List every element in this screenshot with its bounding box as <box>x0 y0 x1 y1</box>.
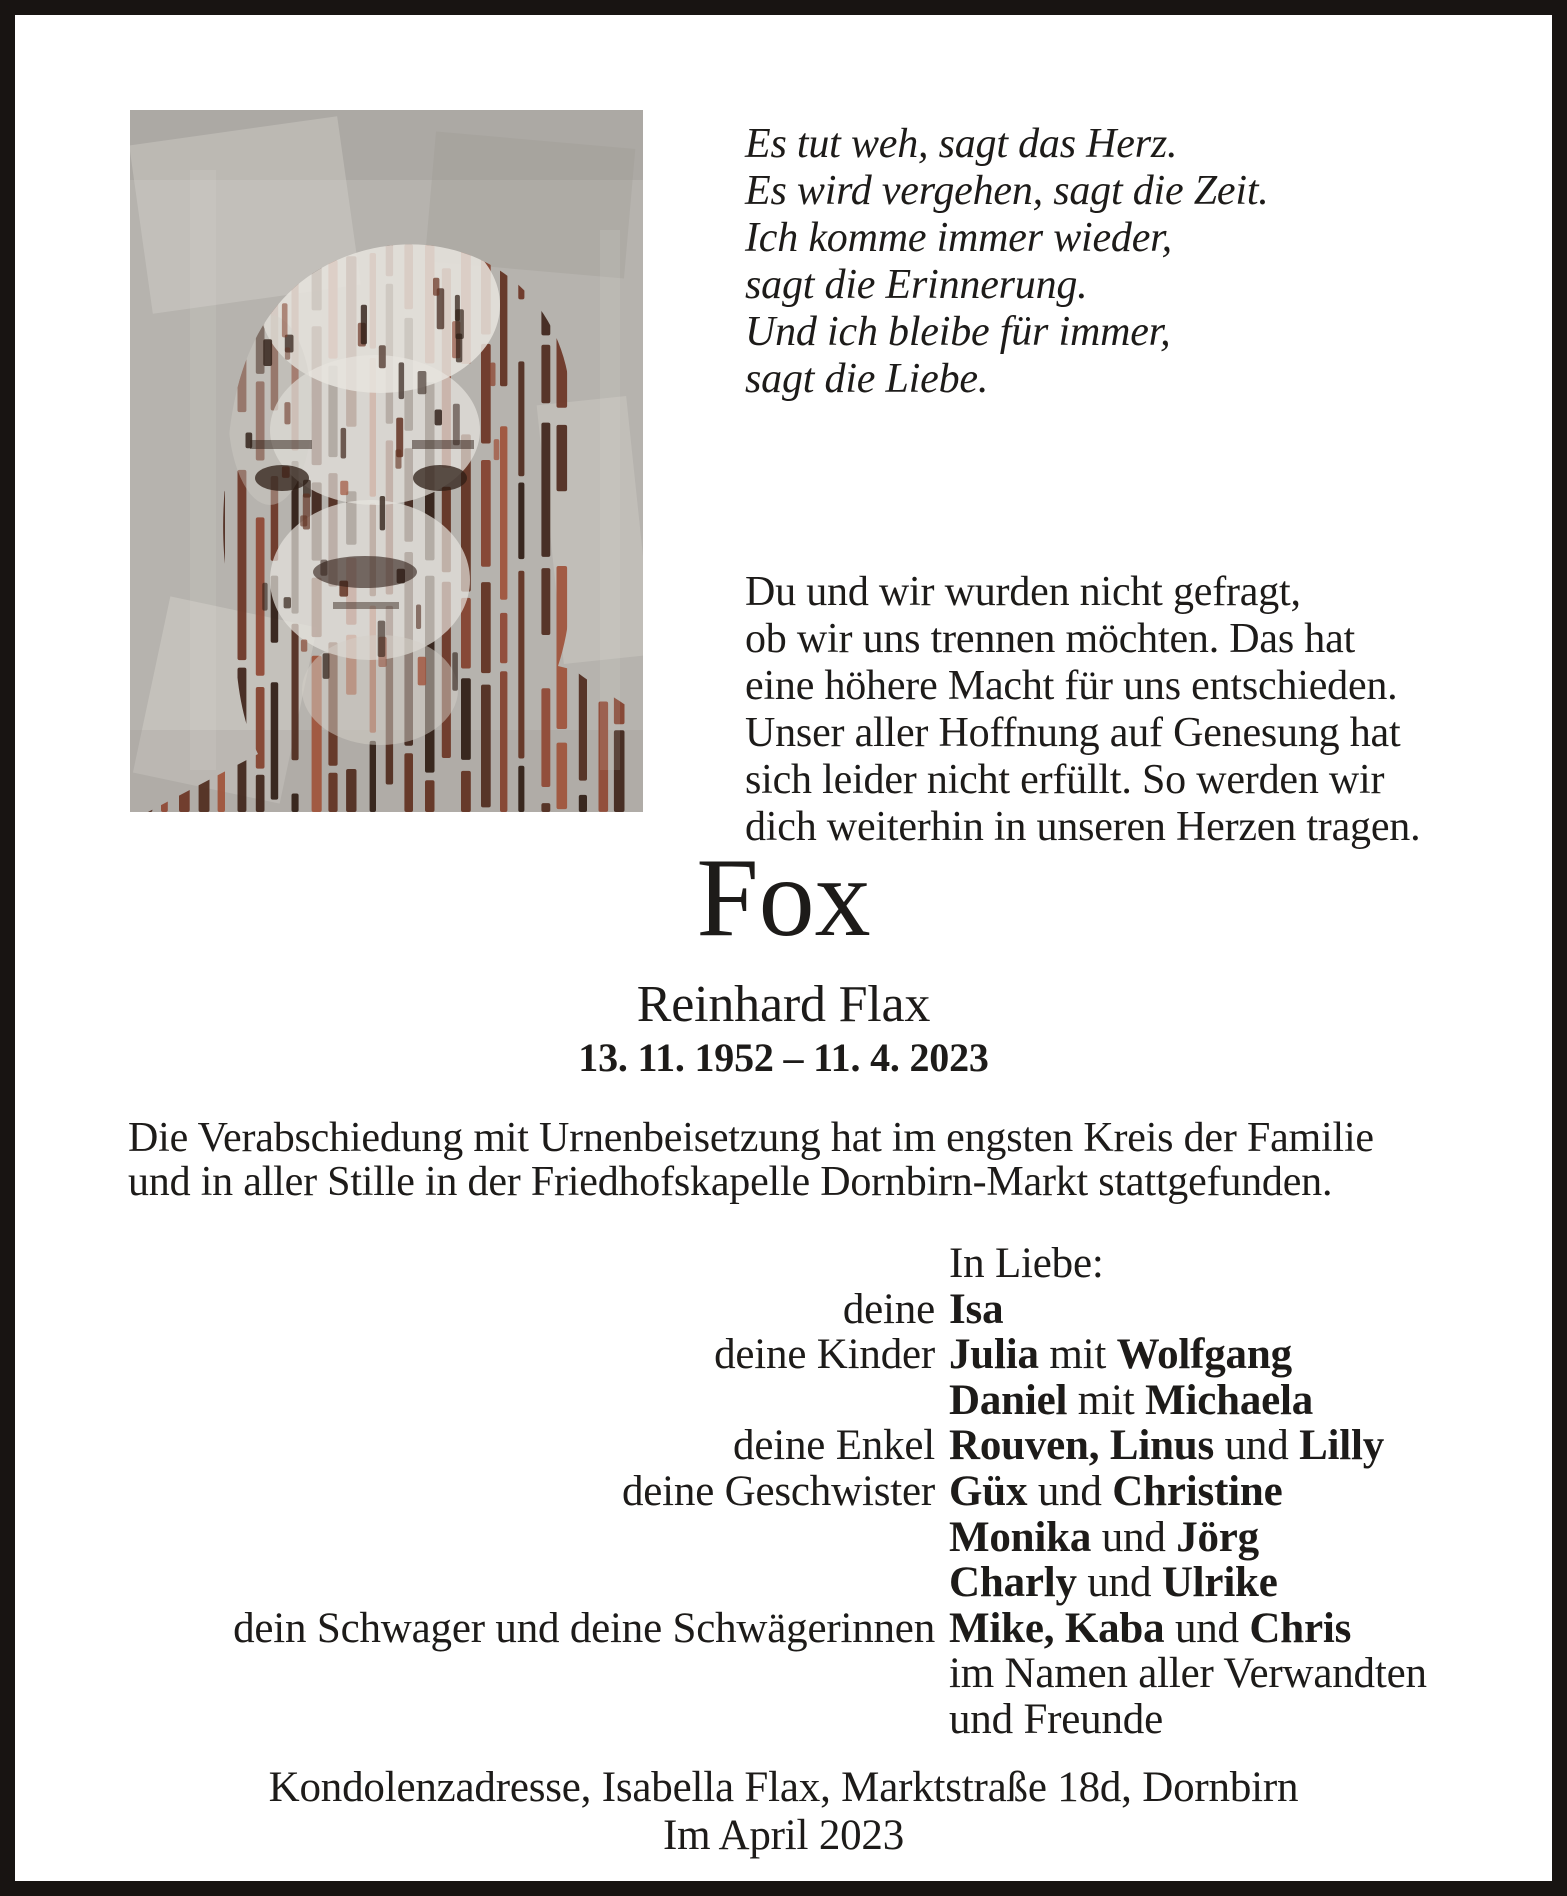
mourner-names <box>949 1606 1351 1652</box>
paint-stroke <box>341 428 347 459</box>
paint-stroke <box>416 605 421 630</box>
text-line: Es wird vergehen, sagt die Zeit. <box>745 168 1269 214</box>
mourner-name: Güx <box>949 1467 1028 1515</box>
paint-stroke <box>238 470 247 660</box>
paint-stroke <box>541 568 550 635</box>
paint-stroke <box>490 363 495 387</box>
text-line: ob wir uns trennen möchten. Das hat <box>745 616 1356 662</box>
paint-stroke <box>433 278 439 296</box>
paint-stroke <box>500 613 507 663</box>
mourner-text: und <box>1214 1422 1300 1470</box>
mourner-name: Christine <box>1112 1467 1283 1515</box>
paint-stroke <box>378 621 386 657</box>
text-line: Unser aller Hoffnung auf Genesung hat <box>745 710 1401 756</box>
mourner-text: mit <box>1038 1331 1117 1379</box>
paint-stroke <box>425 780 435 812</box>
mourner-row <box>15 1287 1552 1333</box>
paint-stroke <box>285 347 290 359</box>
mourner-name: Julia <box>949 1331 1039 1379</box>
paint-stroke <box>500 426 507 600</box>
mourner-name: Jörg <box>1176 1513 1259 1561</box>
paint-stroke <box>292 794 299 813</box>
mourner-label: deine Geschwister <box>621 1467 935 1515</box>
left-eye-mark <box>255 465 309 491</box>
text-line: sich leider nicht erfüllt. So werden wir <box>745 757 1385 803</box>
mourner-row <box>15 1469 1552 1515</box>
right-brow-mark <box>412 440 474 449</box>
mourner-row <box>15 1560 1552 1606</box>
paint-stroke <box>396 418 403 458</box>
mourner-names <box>949 1651 1427 1697</box>
full-name: Reinhard Flax <box>636 976 931 1033</box>
paint-stroke <box>399 362 405 399</box>
date-line: Im April 2023 <box>662 1812 905 1859</box>
paint-stroke <box>452 652 458 691</box>
mourner-name: Wolfgang <box>1116 1331 1292 1379</box>
paint-stroke <box>284 402 290 424</box>
paint-stroke <box>557 743 568 810</box>
nickname-heading: Fox <box>696 836 871 960</box>
mourner-text: und <box>1076 1559 1162 1607</box>
mourner-text: In Liebe: <box>949 1240 1104 1287</box>
mourner-row <box>15 1378 1552 1424</box>
paint-stroke <box>518 571 524 759</box>
paint-stroke <box>282 303 288 337</box>
text-line: dich weiterhin in unseren Herzen tragen. <box>745 804 1421 850</box>
mourner-names <box>949 1469 1282 1515</box>
paint-stroke <box>500 671 507 812</box>
mourner-text: und Freunde <box>949 1695 1163 1743</box>
paint-stroke <box>256 775 265 812</box>
mourner-name: Isa <box>949 1285 1004 1333</box>
mourner-names <box>949 1423 1384 1469</box>
paint-stroke <box>418 371 427 394</box>
mourner-label: dein Schwager und deine Schwägerinnen <box>233 1604 935 1652</box>
paint-stroke <box>541 423 550 557</box>
paint-stroke <box>418 657 426 686</box>
paint-stroke <box>453 404 460 445</box>
paint-stroke <box>481 460 491 567</box>
mourner-text: im Namen aller Verwandten <box>949 1650 1427 1698</box>
paint-stroke <box>340 481 348 495</box>
mourners-rows <box>15 1241 1552 1743</box>
mourner-label: deine <box>842 1285 935 1333</box>
text-line: und in aller Stille in der Friedhofskapelle Dornbirn-Markt stattgefunden. <box>128 1159 1333 1205</box>
mourner-names <box>949 1378 1313 1424</box>
mouth-mark <box>333 602 399 609</box>
mourner-row <box>15 1515 1552 1561</box>
mourner-row <box>15 1332 1552 1378</box>
mourner-label: deine Kinder <box>714 1331 935 1379</box>
paint-stroke <box>557 425 568 491</box>
paint-stroke <box>481 685 491 808</box>
paint-stroke <box>379 345 386 368</box>
mourner-row <box>15 1606 1552 1652</box>
mourner-name: Chris <box>1249 1604 1352 1652</box>
portrait-painting <box>130 110 643 812</box>
text-line: Ich komme immer wieder, <box>745 215 1172 261</box>
poem-text <box>745 121 1269 403</box>
canvas-streak <box>190 170 216 770</box>
mourner-names <box>949 1560 1278 1606</box>
paint-stroke <box>346 769 356 812</box>
paint-stroke <box>541 688 550 787</box>
mourner-name: Daniel <box>949 1376 1068 1424</box>
mourner-name: Michaela <box>1145 1376 1314 1424</box>
mourner-label <box>15 1560 935 1606</box>
mourner-row <box>15 1651 1552 1697</box>
text-line: Und ich bleibe für immer, <box>745 309 1171 355</box>
text-line: sagt die Erinnerung. <box>745 262 1088 308</box>
paint-stroke <box>461 678 471 760</box>
mourner-name: Rouven, Linus <box>949 1422 1215 1470</box>
paint-stroke <box>370 741 376 812</box>
mourner-text: und <box>1027 1467 1113 1515</box>
paint-stroke <box>284 597 291 608</box>
paint-stroke <box>263 339 272 366</box>
mourner-label <box>15 1241 935 1287</box>
paint-stroke <box>481 582 491 673</box>
mourner-name: Lilly <box>1299 1422 1385 1470</box>
paint-stroke <box>292 624 299 761</box>
mourner-names <box>949 1332 1292 1378</box>
mourner-text: und <box>1091 1513 1177 1561</box>
paint-stroke <box>328 773 337 812</box>
paint-stroke <box>579 795 587 812</box>
paint-stroke <box>323 653 330 679</box>
mourner-name: Mike, Kaba <box>949 1604 1165 1652</box>
paint-stroke <box>518 361 524 476</box>
paint-stroke <box>435 410 442 426</box>
text-line: Die Verabschiedung mit Urnenbeisetzung hat im engsten Kreis der Familie <box>128 1115 1374 1161</box>
text-line: Du und wir wurden nicht gefragt, <box>745 569 1301 615</box>
mourner-name: Charly <box>949 1559 1077 1607</box>
mourner-label <box>15 1651 935 1697</box>
text-line: Es tut weh, sagt das Herz. <box>745 121 1178 167</box>
text-line: eine höhere Macht für uns entschieden. <box>745 663 1398 709</box>
paint-stroke <box>256 687 265 769</box>
mourner-name: Ulrike <box>1161 1559 1278 1607</box>
text-line: sagt die Liebe. <box>745 356 989 402</box>
mourner-text: mit <box>1067 1376 1146 1424</box>
mourner-names <box>949 1515 1259 1561</box>
left-brow-mark <box>250 440 312 449</box>
mourner-names <box>949 1697 1163 1743</box>
paint-stroke <box>455 309 464 339</box>
paint-stroke <box>301 640 307 652</box>
mourner-label <box>15 1378 935 1424</box>
paint-stroke <box>262 583 267 611</box>
life-dates: 13. 11. 1952 – 11. 4. 2023 <box>578 1035 989 1080</box>
paint-stroke <box>271 682 279 799</box>
mourner-label <box>15 1515 935 1561</box>
mourner-row <box>15 1423 1552 1469</box>
paint-stroke <box>518 766 524 812</box>
mourner-names <box>949 1241 1104 1287</box>
paint-stroke <box>494 439 500 460</box>
mourner-names <box>949 1287 1003 1333</box>
paint-stroke <box>541 803 550 812</box>
footer <box>0 1764 1567 1860</box>
mourner-row <box>15 1697 1552 1743</box>
paint-stroke <box>461 771 471 812</box>
paint-stroke <box>404 753 413 812</box>
mourner-text: und <box>1164 1604 1250 1652</box>
tribute-text <box>745 569 1420 851</box>
paint-stroke <box>518 483 524 560</box>
condolence-address: Kondolenzadresse, Isabella Flax, Marktstraße 18d, Dornbirn <box>268 1764 1299 1811</box>
paint-stroke <box>361 305 367 345</box>
paint-stroke <box>541 345 550 404</box>
mustache-mark <box>313 556 417 588</box>
paint-stroke <box>481 344 491 444</box>
funeral-announcement <box>128 1116 1374 1204</box>
paint-stroke <box>303 494 310 530</box>
right-eye-mark <box>413 465 467 491</box>
mourner-label <box>15 1697 935 1743</box>
paint-stroke <box>380 496 385 530</box>
mourner-row <box>15 1241 1552 1287</box>
mourner-name: Monika <box>949 1513 1092 1561</box>
canvas-streak <box>600 230 620 770</box>
mourner-label: deine Enkel <box>733 1422 935 1470</box>
